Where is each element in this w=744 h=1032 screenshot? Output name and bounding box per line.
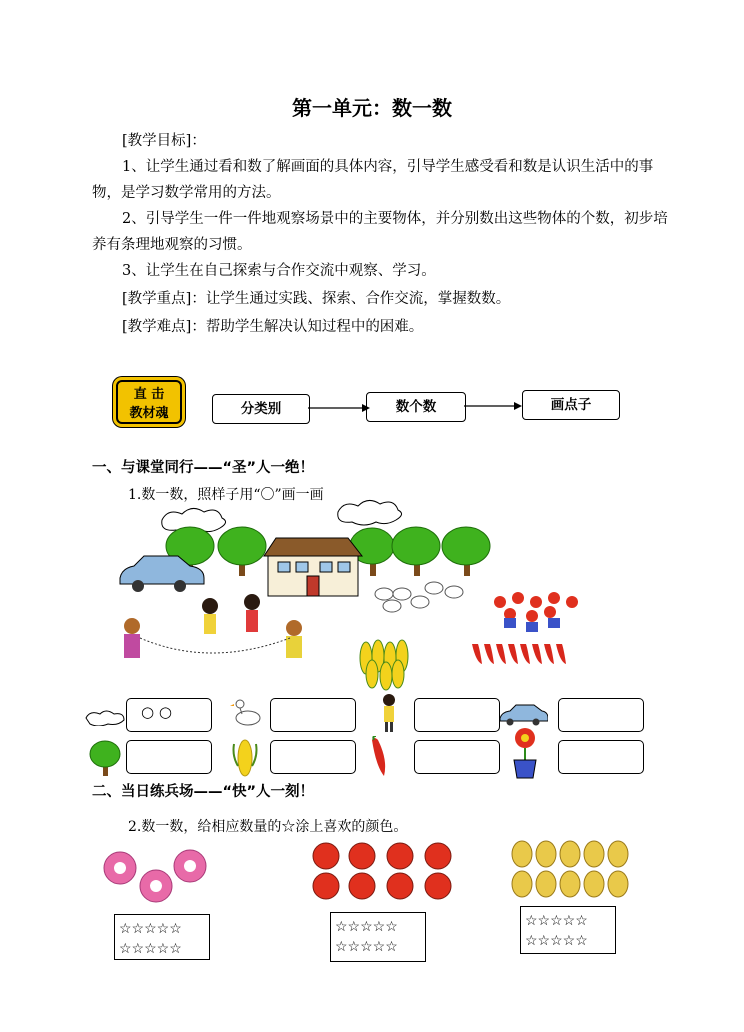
house-icon <box>264 538 362 596</box>
flow-step-2: 数个数 <box>366 392 466 422</box>
star-row[interactable]: ☆☆☆☆☆ <box>119 941 182 957</box>
answer-box-corn[interactable] <box>270 740 356 774</box>
flow-step-3: 画点子 <box>522 390 620 420</box>
answer-box-car[interactable] <box>558 698 644 732</box>
tree-icon <box>88 738 122 778</box>
badge-line-1: 直 击 <box>133 387 165 402</box>
flow-step-1: 分类别 <box>212 394 310 424</box>
answer-box-pepper[interactable] <box>414 740 500 774</box>
star-box-2[interactable] <box>330 912 426 962</box>
star-box-1[interactable] <box>114 914 210 960</box>
corn-icon <box>230 736 260 780</box>
question-1: 1.数一数，照样子用“〇”画一画 <box>128 487 324 503</box>
question-2: 2.数一数，给相应数量的☆涂上喜欢的颜色。 <box>128 819 408 835</box>
star-row[interactable]: ☆☆☆☆☆ <box>119 921 182 937</box>
potted-flowers-icon <box>494 592 578 632</box>
star-box-3[interactable] <box>520 906 616 954</box>
red-flowers-icon <box>304 840 460 902</box>
pepper-icon <box>472 644 566 664</box>
goal-2: 2、引导学生一件一件地观察场景中的主要物体，并分别数出这些物体的个数，初步培养有条理地观察的习惯。 <box>92 211 668 253</box>
pepper-icon <box>366 736 392 780</box>
goose-icon <box>230 694 264 728</box>
difficulty: [教学难点]：帮助学生解决认知过程中的困难。 <box>122 319 424 335</box>
goals-heading: [教学目标]： <box>122 133 206 149</box>
pears-icon <box>508 836 638 900</box>
section-2-heading: 二、当日练兵场——“快”人一刻！ <box>92 784 315 800</box>
answer-box-flower[interactable] <box>558 740 644 774</box>
star-row[interactable]: ☆☆☆☆☆ <box>335 919 398 935</box>
children-icon <box>124 594 302 658</box>
star-row[interactable]: ☆☆☆☆☆ <box>335 939 398 955</box>
badge <box>116 380 182 424</box>
star-row[interactable]: ☆☆☆☆☆ <box>525 933 588 949</box>
page-title: 第一单元：数一数 <box>292 96 452 120</box>
answer-box-goose[interactable] <box>270 698 356 732</box>
answer-box-tree[interactable] <box>126 740 212 774</box>
goal-1: 1、让学生通过看和数了解画面的具体内容，引导学生感受看和数是认识生活中的事物，是学习数学常用的方法。 <box>92 159 654 201</box>
girl-icon <box>378 692 400 736</box>
star-row[interactable]: ☆☆☆☆☆ <box>525 913 588 929</box>
key-point: [教学重点]：让学生通过实践、探索、合作交流，掌握数数。 <box>122 291 511 307</box>
section-1-heading: 一、与课堂同行——“圣”人一绝！ <box>92 460 315 476</box>
corn-icon <box>360 640 408 690</box>
goal-3: 3、让学生在自己探索与合作交流中观察、学习。 <box>122 263 436 279</box>
flow-arrows <box>308 398 528 418</box>
answer-box-cloud[interactable] <box>126 698 212 732</box>
car-icon <box>498 704 548 726</box>
answer-box-girl[interactable] <box>414 698 500 732</box>
cloud-icon <box>82 706 126 726</box>
scene-illustration <box>80 498 680 698</box>
example-circles: ○ ○ <box>141 703 172 721</box>
goose-icon <box>375 582 463 612</box>
potted-flower-icon <box>508 726 542 780</box>
pink-flowers-icon <box>100 846 210 906</box>
badge-line-2: 教材魂 <box>129 406 169 421</box>
